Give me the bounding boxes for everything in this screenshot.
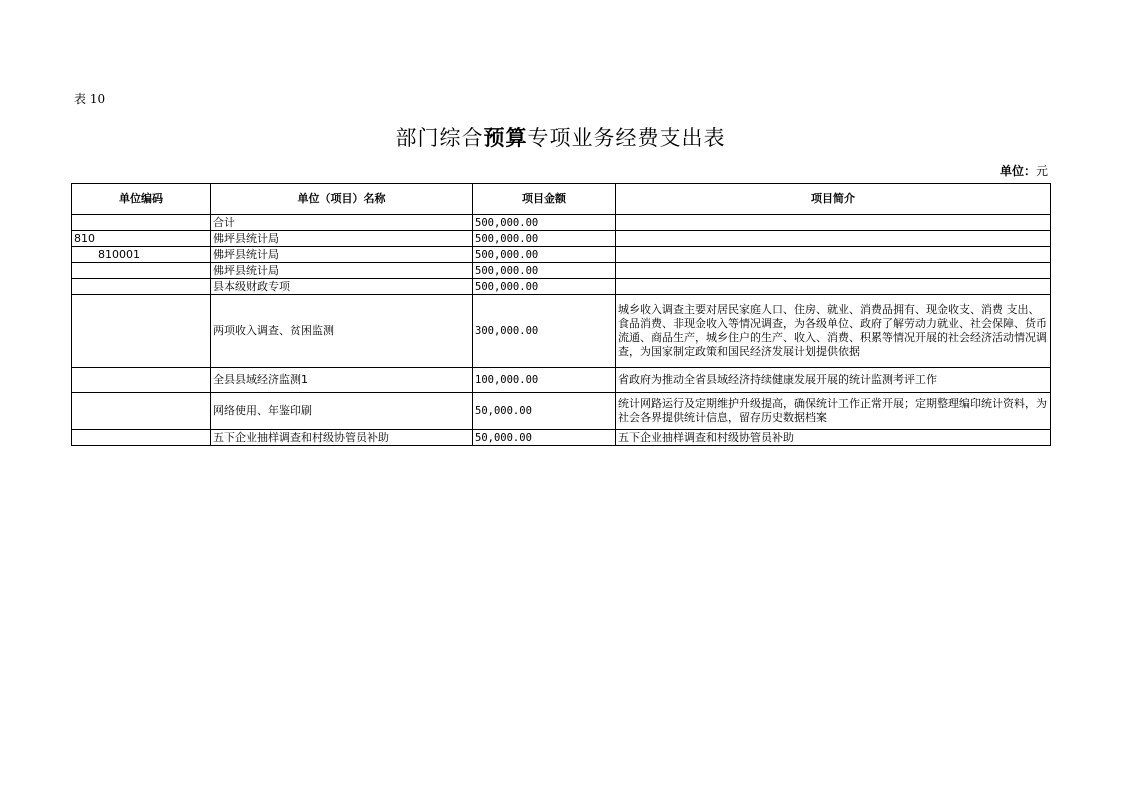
cell-name: 两项收入调查、贫困监测 [211, 295, 473, 368]
table-header-row [72, 184, 1051, 215]
table-number: 表 10 [74, 92, 106, 106]
cell-intro [616, 215, 1051, 231]
cell-amount: 500,000.00 [473, 263, 616, 279]
cell-intro [616, 231, 1051, 247]
cell-amount: 50,000.00 [473, 393, 616, 430]
budget-table [71, 183, 1051, 446]
cell-name: 佛坪县统计局 [211, 231, 473, 247]
cell-code [72, 215, 211, 231]
title-part-1: 部门综合 [395, 126, 484, 150]
cell-intro: 五下企业抽样调查和村级协管员补助 [616, 430, 1051, 446]
cell-intro: 省政府为推动全省县域经济持续健康发展开展的统计监测考评工作 [616, 368, 1051, 393]
cell-intro: 统计网路运行及定期维护升级提高，确保统计工作正常开展；定期整理编印统计资料，为社会各界提供统计信息，留存历史数据档案 [616, 393, 1051, 430]
cell-name: 五下企业抽样调查和村级协管员补助 [211, 430, 473, 446]
cell-amount: 300,000.00 [473, 295, 616, 368]
cell-code [72, 279, 211, 295]
cell-amount: 500,000.00 [473, 231, 616, 247]
cell-amount: 100,000.00 [473, 368, 616, 393]
cell-intro [616, 279, 1051, 295]
cell-amount: 500,000.00 [473, 279, 616, 295]
cell-name: 网络使用、年鉴印刷 [211, 393, 473, 430]
table-row [72, 215, 1051, 231]
table-row [72, 295, 1051, 368]
table-row [72, 247, 1051, 263]
header-amount: 项目金额 [473, 184, 616, 215]
cell-amount: 50,000.00 [473, 430, 616, 446]
table-row [72, 263, 1051, 279]
cell-code [72, 368, 211, 393]
title-bold-part: 预算 [483, 125, 528, 150]
table-row [72, 430, 1051, 446]
unit-label: 单位： [999, 164, 1036, 178]
cell-code: 810 [72, 231, 211, 247]
cell-intro: 城乡收入调查主要对居民家庭人口、住房、就业、消费品拥有、现金收支、消费 支出、食品消费、非现金收入等情况调查，为各级单位、政府了解劳动力就业、社会保障、货币流通、商品生产，城乡住户的生产、收入、消费、积累等情况开展的社会经济活动情况调查，为国家制定政策和国民经济发展计划提供依据 [616, 295, 1051, 368]
cell-intro [616, 263, 1051, 279]
cell-code [72, 430, 211, 446]
header-intro: 项目简介 [616, 184, 1051, 215]
unit-value: 元 [1035, 164, 1048, 178]
cell-code [72, 393, 211, 430]
table-row [72, 231, 1051, 247]
table-row [72, 279, 1051, 295]
cell-name: 佛坪县统计局 [211, 247, 473, 263]
cell-intro [616, 247, 1051, 263]
unit-note [1000, 162, 1048, 179]
cell-amount: 500,000.00 [473, 247, 616, 263]
table-row [72, 393, 1051, 430]
cell-code: 810001 [72, 247, 211, 263]
cell-code [72, 295, 211, 368]
cell-name: 合计 [211, 215, 473, 231]
header-code: 单位编码 [72, 184, 211, 215]
table-row [72, 368, 1051, 393]
cell-name: 佛坪县统计局 [211, 263, 473, 279]
cell-name: 县本级财政专项 [211, 279, 473, 295]
cell-amount: 500,000.00 [473, 215, 616, 231]
page-title [0, 122, 1121, 152]
header-name: 单位（项目）名称 [211, 184, 473, 215]
cell-name: 全县县域经济监测1 [211, 368, 473, 393]
cell-code [72, 263, 211, 279]
title-part-2: 专项业务经费支出表 [527, 126, 726, 150]
